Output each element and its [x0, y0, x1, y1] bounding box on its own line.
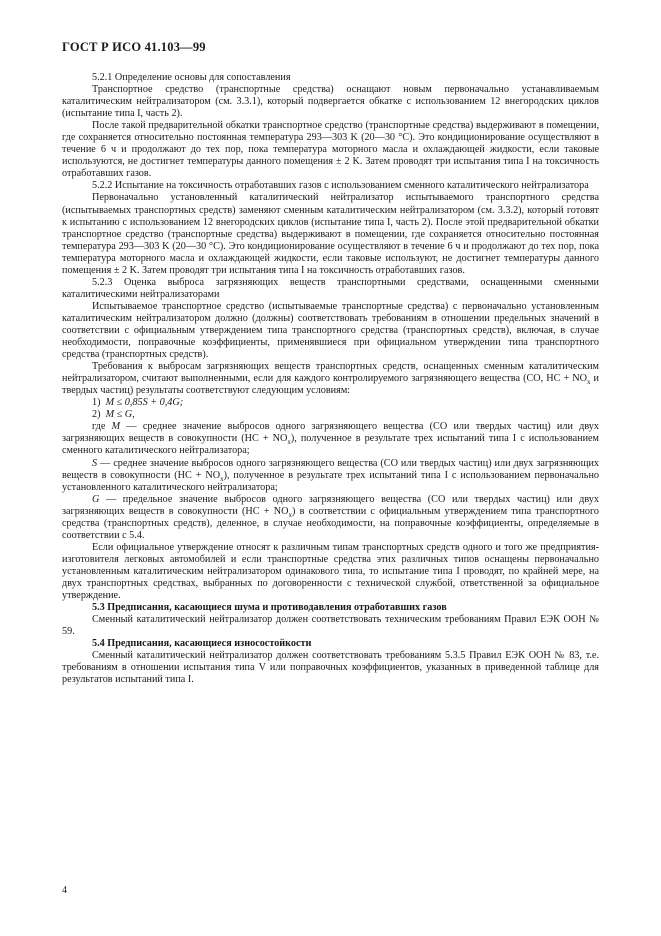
subsection-5-2-1-heading: 5.2.1 Определение основы для сопоставления	[92, 72, 291, 83]
condition-2	[62, 409, 599, 421]
page-number: 4	[62, 885, 67, 896]
definition-g	[62, 494, 599, 542]
paragraph: Испытываемое транспортное средство (испытываемые транспортные средства) с первоначально установленным каталитическим нейтрализатором должно (должны) соответствовать требованиям в отношении предельных значений в соответствии с официальным утверждением типа транспортного средства (транспортных средств), включая, в случае необходимости, поправочные коэффициенты, применявшиеся при официальном утверждении типа транспортного средства (транспортных средств).	[62, 300, 599, 361]
text-span: — предельное значение выбросов одного загрязняющего вещества (CO или твердых частиц) или двух загрязняющих веществ в совокупности (HC + NO	[62, 493, 599, 517]
definition-s	[62, 458, 599, 494]
text-span: ) в соответствии с официальным утверждением типа транспортного средства (транспортных средств), деленное, в случае необходимости, на поправочные коэффициенты, определяемые в соответствии с 5.4.	[62, 505, 600, 541]
paragraph: Если официальное утверждение относят к различным типам транспортных средств одного и того же предприятия-изготовителя легковых автомобилей и если транспортные средства этих различных типов оснащены первоначально установленным каталитическим нейтрализатором одинакового типа, то испытание типа I проводят, по крайней мере, на двух транспортных средствах, выбранных по договоренности с технической службой, ответственной за официальное утверждение.	[62, 541, 599, 602]
paragraph: Первоначально установленный каталитический нейтрализатор испытываемого транспортного средства (испытываемых транспортных средств) заменяют сменным каталитическим нейтрализатором (см. 3.3.2), который готовят к испытанию с использованием 12 внегородских циклов (испытание типа I, часть 2). После этой предварительной обкатки транспортное средство (транспортные средства) выдерживают в помещении, где сохраняется относительно постоянная температура 293—303 K (20—30 °С). Это кондиционирование осуществляют в течение 6 ч и продолжают до тех пор, пока температура моторного масла и охлаждающей жидкости, если таковые используют, не достигнет температуры данного помещения ± 2 K. Затем проводят три испытания типа I на токсичность отработавших газов.	[62, 192, 599, 276]
condition-number: 2)	[92, 409, 101, 421]
text-span: ), полученное в результате трех испытаний типа I с использованием сменного каталитического нейтрализатора;	[62, 433, 599, 457]
section-5-4-heading: 5.4 Предписания, касающиеся износостойкости	[92, 638, 312, 650]
subscript: x	[220, 474, 224, 483]
subsection-5-2-3-heading: 5.2.3 Оценка выброса загрязняющих веществ транспортными средствами, оснащенными сменными каталитическими нейтрализаторами	[62, 276, 599, 300]
subscript: x	[288, 510, 292, 519]
subsection-5-2-2-heading: 5.2.2 Испытание на токсичность отработавших газов с использованием сменного каталитического нейтрализатора	[92, 180, 589, 192]
section-5-3-heading: 5.3 Предписания, касающиеся шума и противодавления отработавших газов	[92, 602, 447, 614]
variable: M	[111, 421, 121, 433]
paragraph-requirements	[62, 361, 599, 397]
text-span: — среднее значение выбросов одного загрязняющего вещества (CO или твердых частиц) или двух загрязняющих веществ в совокупности (HC + NO	[62, 421, 599, 445]
condition-formula: M ≤ 0,85S + 0,4G;	[105, 397, 184, 409]
variable: G	[92, 493, 100, 505]
subscript: x	[586, 378, 591, 387]
condition-formula: M ≤ G,	[105, 409, 135, 421]
text-span: ), полученное в результате трех испытаний типа I с использованием первоначально установленного каталитического нейтрализатора;	[62, 469, 599, 493]
paragraph: Транспортное средство (транспортные средства) оснащают новым первоначально устанавливаемым каталитическим нейтрализатором (см. 3.3.1), который подвергается обкатке с использованием 12 внегородских циклов (испытание типа I, часть 2).	[62, 84, 599, 120]
subscript: x	[287, 438, 291, 447]
text-span: — среднее значение выбросов одного загрязняющего вещества (CO или твердых частиц) или двух загрязняющих веществ в совокупности (HC + NO	[62, 457, 599, 481]
text-span: где	[92, 421, 112, 433]
paragraph: Сменный каталитический нейтрализатор должен соответствовать требованиям 5.3.5 Правил ЕЭК ООН № 83, т.е. требованиям в отношении испытания типа V или поправочных коэффициентов, указанных в приведенной таблице для результатов испытаний типа I.	[62, 650, 599, 686]
condition-1	[62, 397, 599, 409]
variable: S	[92, 457, 98, 469]
page-header: ГОСТ Р ИСО 41.103—99	[62, 40, 206, 54]
paragraph: После такой предварительной обкатки транспортное средство (транспортные средства) выдерживают в помещении, где сохраняется относительно постоянная температура 293—303 K (20—30 °С). Это кондиционирование осуществляют в течение 6 ч и продолжают до тех пор, пока температура моторного масла и охлаждающей жидкости, если таковые используются, не достигнет температуры данного помещения ± 2 K. Затем проводят три испытания типа I на токсичность отработавших газов.	[62, 120, 599, 180]
document-body	[62, 72, 599, 686]
definition-m	[62, 421, 599, 457]
text-span: Требования к выбросам загрязняющих веществ транспортных средств, оснащенных сменным каталитическим нейтрализатором, считают выполненными, если для каждого контролируемого загрязняющего вещества (CO, HC + NO	[62, 361, 599, 385]
condition-number: 1)	[92, 397, 101, 409]
paragraph: Сменный каталитический нейтрализатор должен соответствовать техническим требованиям Правил ЕЭК ООН № 59.	[62, 614, 599, 638]
text-span: и твердых частиц) результаты соответствуют следующим условиям:	[62, 373, 600, 397]
